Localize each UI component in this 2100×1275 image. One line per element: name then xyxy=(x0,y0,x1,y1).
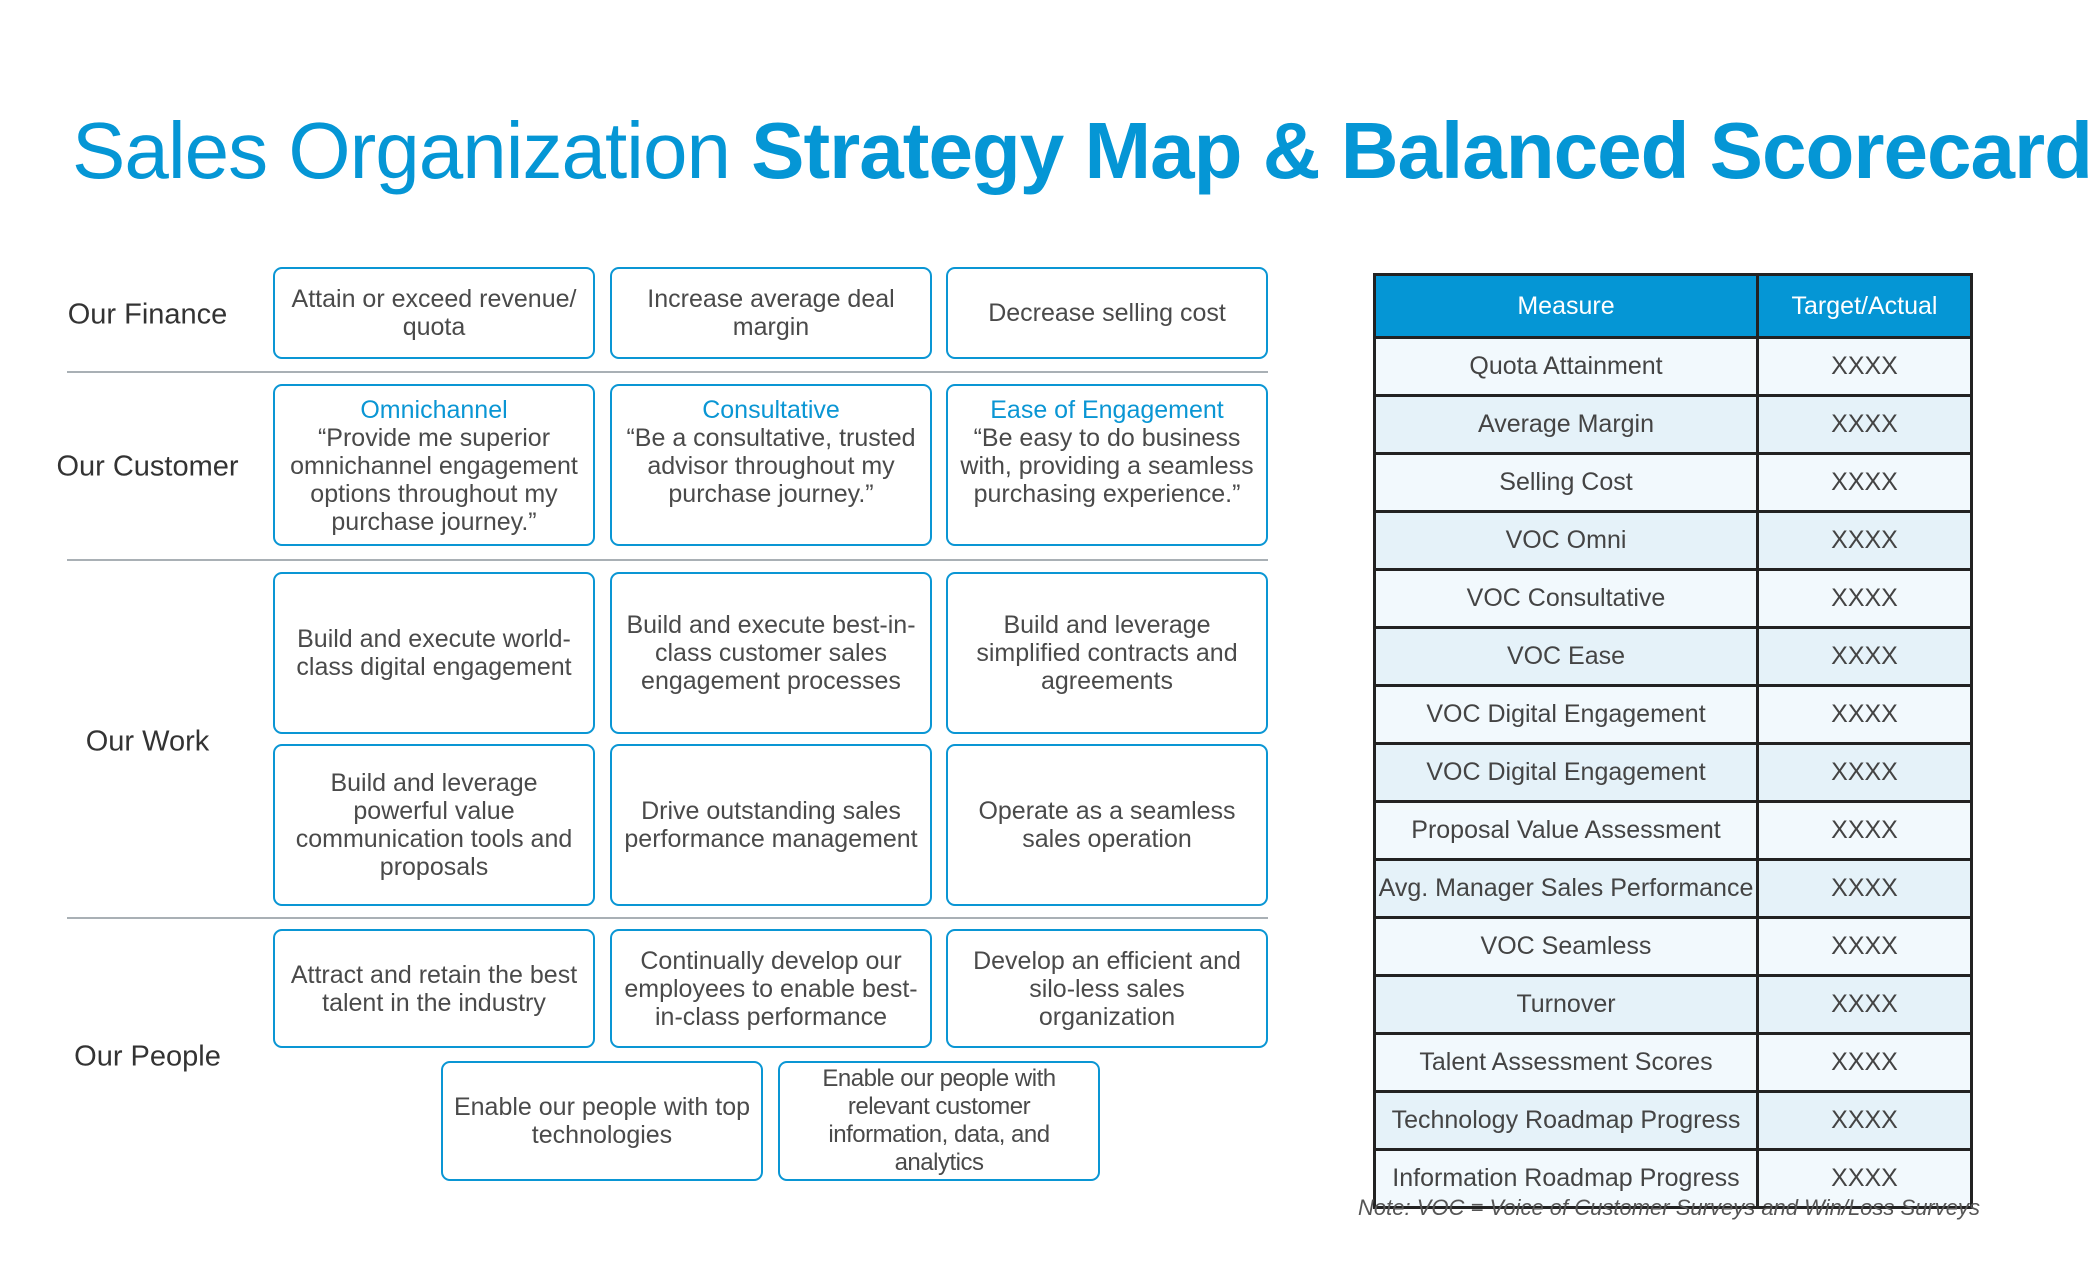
target-actual-cell: XXXX xyxy=(1758,1092,1972,1150)
table-row xyxy=(1375,918,1972,976)
measure-cell: VOC Seamless xyxy=(1375,918,1758,976)
row-label-finance: Our Finance xyxy=(67,298,228,331)
table-row xyxy=(1375,454,1972,512)
objective-heading: Omnichannel xyxy=(360,396,508,424)
objective-box xyxy=(946,267,1268,359)
target-actual-cell: XXXX xyxy=(1758,628,1972,686)
objective-heading: Ease of Engagement xyxy=(990,396,1224,424)
table-row xyxy=(1375,512,1972,570)
objective-box xyxy=(946,929,1268,1048)
objective-box xyxy=(273,267,595,359)
table-row xyxy=(1375,1034,1972,1092)
objective-text: “Be easy to do business with, providing a seamless purchasing experience.” xyxy=(960,424,1254,508)
target-actual-cell: XXXX xyxy=(1758,1150,1972,1208)
objective-text: “Be a consultative, trusted advisor throughout my purchase journey.” xyxy=(626,424,916,508)
measure-cell: Avg. Manager Sales Performance xyxy=(1375,860,1758,918)
objective-text: Increase average deal margin xyxy=(647,285,895,341)
objective-text: Build and leverage simplified contracts and agreements xyxy=(976,611,1238,695)
target-actual-cell: XXXX xyxy=(1758,860,1972,918)
row-label-work: Our Work xyxy=(85,725,210,758)
objective-text: “Provide me superior omnichannel engagement options throughout my purchase journey.” xyxy=(290,424,578,536)
objective-heading: Consultative xyxy=(702,396,840,424)
objective-box xyxy=(273,384,595,546)
target-actual-cell: XXXX xyxy=(1758,338,1972,396)
measure-cell: Proposal Value Assessment xyxy=(1375,802,1758,860)
objective-box xyxy=(778,1061,1100,1181)
row-label-people: Our People xyxy=(74,1040,221,1073)
measure-cell: Talent Assessment Scores xyxy=(1375,1034,1758,1092)
objective-text: Attract and retain the best talent in the industry xyxy=(290,960,578,1017)
header-measure: Measure xyxy=(1375,275,1758,338)
objective-text: Develop an efficient and silo-less sales organization xyxy=(973,946,1241,1031)
divider xyxy=(67,917,1268,919)
objective-box xyxy=(946,744,1268,906)
table-row xyxy=(1375,802,1972,860)
divider xyxy=(67,371,1268,373)
objective-text: Build and execute best-in-class customer sales engagement processes xyxy=(626,611,916,695)
measure-cell: Selling Cost xyxy=(1375,454,1758,512)
measure-cell: VOC Omni xyxy=(1375,512,1758,570)
measure-cell: Information Roadmap Progress xyxy=(1375,1150,1758,1208)
objective-text: Attain or exceed revenue/ quota xyxy=(291,285,577,341)
table-row xyxy=(1375,628,1972,686)
objective-box xyxy=(441,1061,763,1181)
measure-cell: Turnover xyxy=(1375,976,1758,1034)
table-row xyxy=(1375,396,1972,454)
objective-text: Enable our people with top technologies xyxy=(453,1093,751,1149)
table-row xyxy=(1375,744,1972,802)
measure-cell: Quota Attainment xyxy=(1375,338,1758,396)
target-actual-cell: XXXX xyxy=(1758,396,1972,454)
row-label-customer: Our Customer xyxy=(56,450,239,483)
objective-text: Build and leverage powerful value communication tools and proposals xyxy=(295,769,573,881)
objective-box xyxy=(610,384,932,546)
target-actual-cell: XXXX xyxy=(1758,686,1972,744)
target-actual-cell: XXXX xyxy=(1758,454,1972,512)
objective-box xyxy=(946,384,1268,546)
balanced-scorecard-table xyxy=(1373,273,1973,1209)
objective-box xyxy=(946,572,1268,734)
target-actual-cell: XXXX xyxy=(1758,570,1972,628)
table-row xyxy=(1375,976,1972,1034)
table-row xyxy=(1375,686,1972,744)
objective-text: Enable our people with relevant customer information, data, and analytics xyxy=(822,1065,1056,1176)
objective-box xyxy=(273,929,595,1048)
objective-box xyxy=(610,267,932,359)
target-actual-cell: XXXX xyxy=(1758,918,1972,976)
objective-box xyxy=(273,572,595,734)
objective-text: Drive outstanding sales performance management xyxy=(624,797,918,853)
table-header-row xyxy=(1375,275,1972,338)
target-actual-cell: XXXX xyxy=(1758,976,1972,1034)
objective-text: Decrease selling cost xyxy=(988,299,1226,327)
measure-cell: VOC Digital Engagement xyxy=(1375,744,1758,802)
measure-cell: Average Margin xyxy=(1375,396,1758,454)
objective-text: Build and execute world-class digital engagement xyxy=(296,625,572,681)
objective-box xyxy=(610,744,932,906)
target-actual-cell: XXXX xyxy=(1758,744,1972,802)
table-row xyxy=(1375,860,1972,918)
table-row xyxy=(1375,338,1972,396)
objective-text: Continually develop our employees to enable best-in-class performance xyxy=(624,946,918,1031)
objective-box xyxy=(610,572,932,734)
table-row xyxy=(1375,570,1972,628)
target-actual-cell: XXXX xyxy=(1758,802,1972,860)
title-light: Sales Organization xyxy=(72,106,730,195)
objective-box xyxy=(610,929,932,1048)
measure-cell: VOC Ease xyxy=(1375,628,1758,686)
measure-cell: Technology Roadmap Progress xyxy=(1375,1092,1758,1150)
objective-box xyxy=(273,744,595,906)
measure-cell: VOC Consultative xyxy=(1375,570,1758,628)
target-actual-cell: XXXX xyxy=(1758,512,1972,570)
header-target-actual: Target/Actual xyxy=(1758,275,1972,338)
table-row xyxy=(1375,1092,1972,1150)
objective-text: Operate as a seamless sales operation xyxy=(978,797,1236,853)
title-bold: Strategy Map & Balanced Scorecard xyxy=(751,106,2092,195)
page-title xyxy=(72,105,2092,197)
measure-cell: VOC Digital Engagement xyxy=(1375,686,1758,744)
divider xyxy=(67,559,1268,561)
footnote: Note: VOC = Voice of Customer Surveys and Win/Loss Surveys xyxy=(1358,1195,1980,1220)
target-actual-cell: XXXX xyxy=(1758,1034,1972,1092)
